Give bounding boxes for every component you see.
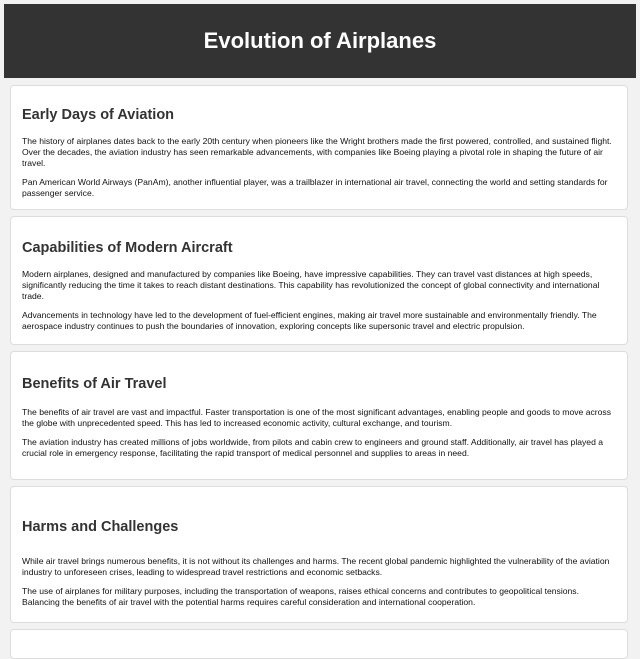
section-benefits xyxy=(10,351,628,480)
section-paragraph: Advancements in technology have led to the development of fuel-efficient engines, making air travel more sustainable and environmentally friendly. The aerospace industry continues to push the boundaries of innovation, exploring concepts like supersonic travel and electric propulsion. xyxy=(22,310,597,331)
section-paragraph: The history of airplanes dates back to the early 20th century when pioneers like the Wright brothers made the first powered, controlled, and sustained flight. Over the decades, the aviation industry has seen remarkable advancements, with companies like Boeing playing a pivotal role in shaping the future of air travel. xyxy=(22,136,612,168)
section-paragraph: Pan American World Airways (PanAm), another influential player, was a trailblazer in international air travel, connecting the world and setting standards for passenger service. xyxy=(22,177,608,198)
section-title: Benefits of Air Travel xyxy=(22,376,167,392)
section-early-days xyxy=(10,85,628,210)
section-capabilities xyxy=(10,216,628,345)
section-title: Harms and Challenges xyxy=(22,519,179,535)
section-paragraph: Modern airplanes, designed and manufactured by companies like Boeing, have impressive capabilities. They can travel vast distances at high speeds, significantly reducing the time it takes to reach distant destinations. This capability has revolutionized the concept of global connectivity and international trade. xyxy=(22,269,600,301)
section-title: Early Days of Aviation xyxy=(22,107,175,123)
section-paragraph: The use of airplanes for military purposes, including the transportation of weapons, raises ethical concerns and contributes to geopolitical tensions. Balancing the benefits of air travel with the potential harms requires careful consideration and international cooperation. xyxy=(22,586,579,607)
section-paragraph: The benefits of air travel are vast and impactful. Faster transportation is one of the most significant advantages, enabling people and goods to move across the globe with unprecedented speed. This has led to increased economic activity, cultural exchange, and tourism. xyxy=(22,407,612,428)
section-next xyxy=(10,629,628,659)
section-title: Capabilities of Modern Aircraft xyxy=(22,240,233,256)
page-title: Evolution of Airplanes xyxy=(203,28,437,53)
section-paragraph: While air travel brings numerous benefits, it is not without its challenges and harms. The recent global pandemic highlighted the vulnerability of the aviation industry to unforeseen crises, leading to widespread travel restrictions and economic setbacks. xyxy=(22,556,610,577)
section-paragraph: The aviation industry has created millions of jobs worldwide, from pilots and cabin crew to engineers and ground staff. Additionally, air travel has played a crucial role in emergency response, facilitating the rapid transport of medical personnel and supplies to areas in need. xyxy=(22,437,604,458)
page-header xyxy=(4,4,636,78)
section-harms xyxy=(10,486,628,623)
